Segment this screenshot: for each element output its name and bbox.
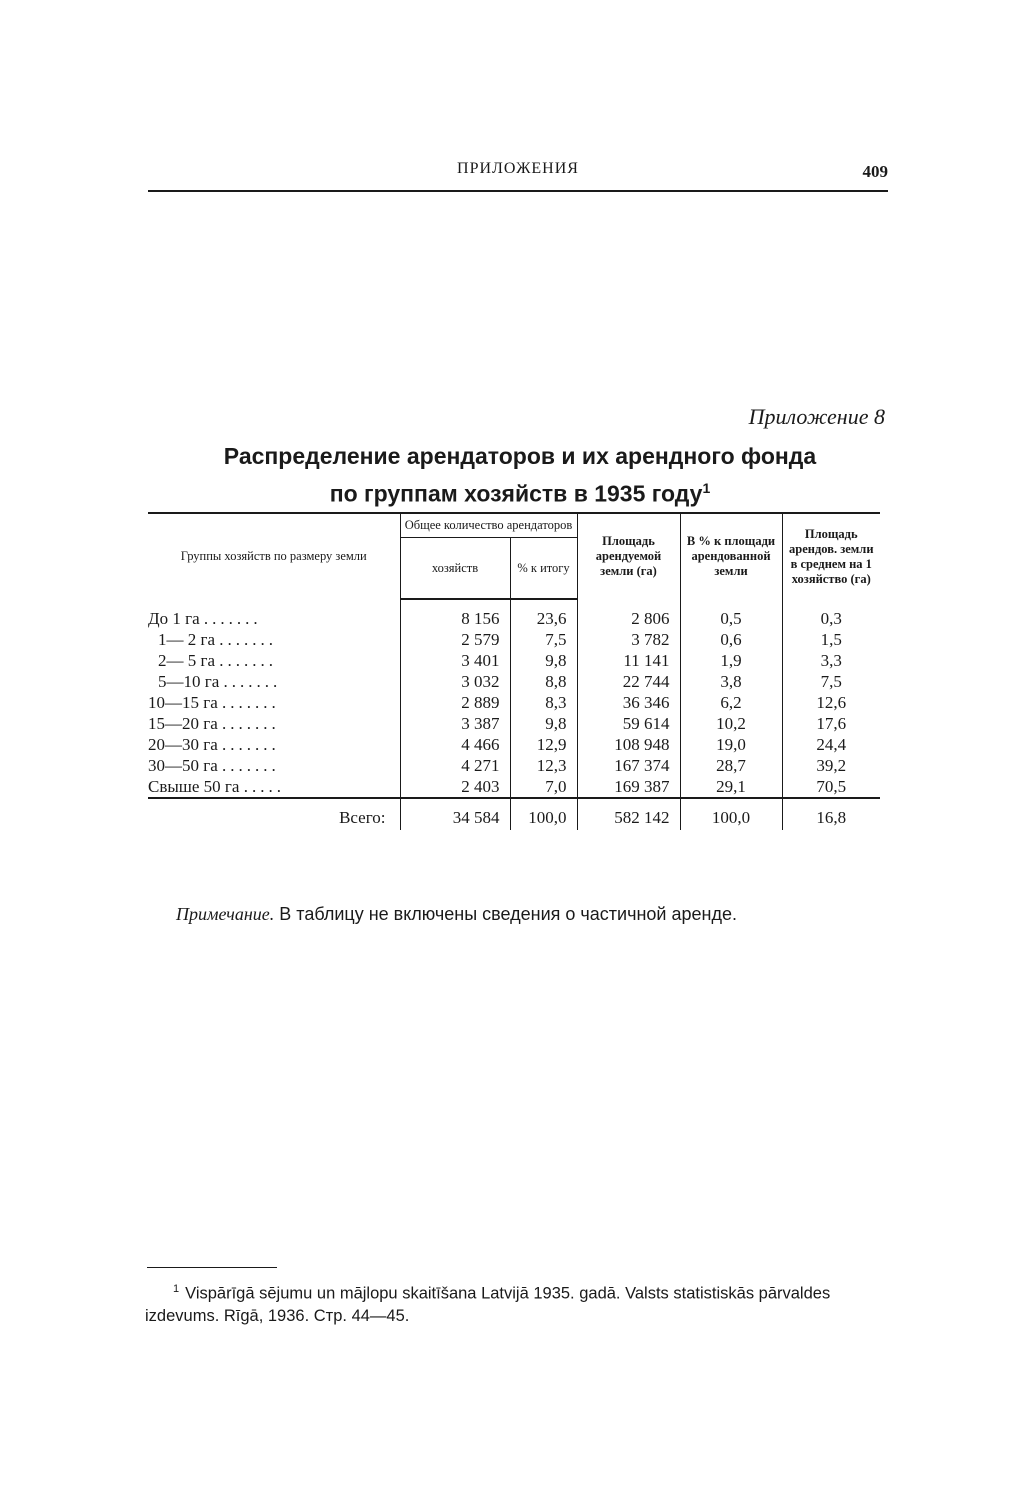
total-row (148, 798, 880, 830)
table-title (150, 440, 890, 510)
row-pct: 9,8 (510, 650, 577, 671)
row-area: 169 387 (577, 776, 680, 798)
row-farms: 3 032 (400, 671, 510, 692)
table-row (148, 755, 880, 776)
header-tenants-total: Общее количество арендаторов (400, 513, 577, 538)
row-pct: 7,5 (510, 629, 577, 650)
total-farms: 34 584 (400, 798, 510, 830)
row-group-cell: 2— 5 га ....... (158, 651, 278, 670)
page-number: 409 (862, 162, 888, 181)
row-avg: 0,3 (782, 608, 880, 629)
row-pct-area: 29,1 (680, 776, 782, 798)
spacer-row (148, 599, 880, 608)
row-group: 10—15 га (148, 693, 218, 712)
row-group: 5—10 га (158, 672, 220, 691)
table-row (148, 650, 880, 671)
row-avg: 1,5 (782, 629, 880, 650)
row-pct-area: 0,5 (680, 608, 782, 629)
row-pct-area: 28,7 (680, 755, 782, 776)
row-pct: 8,3 (510, 692, 577, 713)
header-row (148, 513, 880, 538)
table-title-line-2-text: по группам хозяйств в 1935 году (329, 480, 703, 507)
row-group: 1— 2 га (158, 630, 216, 649)
row-area: 11 141 (577, 650, 680, 671)
row-farms: 3 387 (400, 713, 510, 734)
row-avg: 12,6 (782, 692, 880, 713)
row-area: 108 948 (577, 734, 680, 755)
row-area: 59 614 (577, 713, 680, 734)
title-footnote-ref: 1 (702, 480, 711, 496)
row-group: 2— 5 га (158, 651, 216, 670)
total-pct-area: 100,0 (680, 798, 782, 830)
row-pct: 9,8 (510, 713, 577, 734)
row-group-cell: 15—20 га ....... (148, 714, 280, 733)
footnote-divider (147, 1267, 277, 1268)
header-pct-of-total: % к итогу (510, 538, 577, 600)
total-avg: 16,8 (782, 798, 880, 830)
row-pct-area: 10,2 (680, 713, 782, 734)
row-pct: 8,8 (510, 671, 577, 692)
row-avg: 3,3 (782, 650, 880, 671)
row-area: 22 744 (577, 671, 680, 692)
row-pct-area: 6,2 (680, 692, 782, 713)
table-row (148, 776, 880, 798)
row-group-cell: 30—50 га ....... (148, 756, 280, 775)
table-row (148, 629, 880, 650)
row-pct: 12,9 (510, 734, 577, 755)
row-farms: 8 156 (400, 608, 510, 629)
row-farms: 4 271 (400, 755, 510, 776)
row-pct: 7,0 (510, 776, 577, 798)
row-farms: 4 466 (400, 734, 510, 755)
total-pct: 100,0 (510, 798, 577, 830)
table-title-line-1: Распределение арендаторов и их арендного фонда (223, 443, 817, 469)
row-area: 167 374 (577, 755, 680, 776)
total-label: Всего: (148, 798, 400, 830)
header-leased-area: Площадь арендуемой земли (га) (577, 513, 680, 599)
row-area: 3 782 (577, 629, 680, 650)
table-title-line-2 (150, 472, 890, 510)
row-farms: 2 403 (400, 776, 510, 798)
running-title: ПРИЛОЖЕНИЯ (457, 160, 579, 177)
row-group: 20—30 га (148, 735, 218, 754)
table-row (148, 713, 880, 734)
row-farms: 3 401 (400, 650, 510, 671)
row-group-cell: Свыше 50 га ..... (148, 777, 285, 796)
row-group: До 1 га (148, 609, 200, 628)
row-avg: 24,4 (782, 734, 880, 755)
row-area: 36 346 (577, 692, 680, 713)
row-avg: 7,5 (782, 671, 880, 692)
row-farms: 2 579 (400, 629, 510, 650)
row-farms: 2 889 (400, 692, 510, 713)
note-text: В таблицу не включены сведения о частичной аренде. (279, 904, 737, 924)
footnote-mark: 1 (173, 1283, 180, 1295)
row-pct: 23,6 (510, 608, 577, 629)
table-row (148, 671, 880, 692)
row-pct-area: 1,9 (680, 650, 782, 671)
header-groups: Группы хозяйств по размеру земли (148, 513, 400, 599)
row-area: 2 806 (577, 608, 680, 629)
row-avg: 17,6 (782, 713, 880, 734)
row-group-cell: 5—10 га ....... (158, 672, 282, 691)
header-farms: хозяйств (400, 538, 510, 600)
page-header (148, 160, 888, 192)
tenants-table (148, 512, 880, 830)
row-group-cell: 1— 2 га ....... (158, 630, 278, 649)
row-avg: 39,2 (782, 755, 880, 776)
table-row (148, 734, 880, 755)
table-row (148, 608, 880, 629)
row-group: 15—20 га (148, 714, 218, 733)
row-pct-area: 0,6 (680, 629, 782, 650)
row-group-cell: До 1 га ....... (148, 609, 262, 628)
appendix-label: Приложение 8 (748, 404, 885, 429)
row-group: Свыше 50 га (148, 777, 240, 796)
table-note (176, 904, 737, 925)
row-pct: 12,3 (510, 755, 577, 776)
row-pct-area: 19,0 (680, 734, 782, 755)
row-group-cell: 20—30 га ....... (148, 735, 280, 754)
row-avg: 70,5 (782, 776, 880, 798)
header-pct-of-leased: В % к площади арендованной земли (680, 513, 782, 599)
row-group-cell: 10—15 га ....... (148, 693, 280, 712)
footnote (145, 1278, 890, 1327)
row-pct-area: 3,8 (680, 671, 782, 692)
row-group: 30—50 га (148, 756, 218, 775)
header-avg-area: Площадь арендов. земли в среднем на 1 хозяйство (га) (782, 513, 880, 599)
footnote-text: Vispārīgā sējumu un mājlopu skaitīšana Latvijā 1935. gadā. Valsts statistiskās pārvaldes izdevums. Rīgā, 1936. Стр. 44—45. (145, 1284, 831, 1325)
note-label: Примечание. (176, 904, 275, 924)
table-row (148, 692, 880, 713)
total-area: 582 142 (577, 798, 680, 830)
